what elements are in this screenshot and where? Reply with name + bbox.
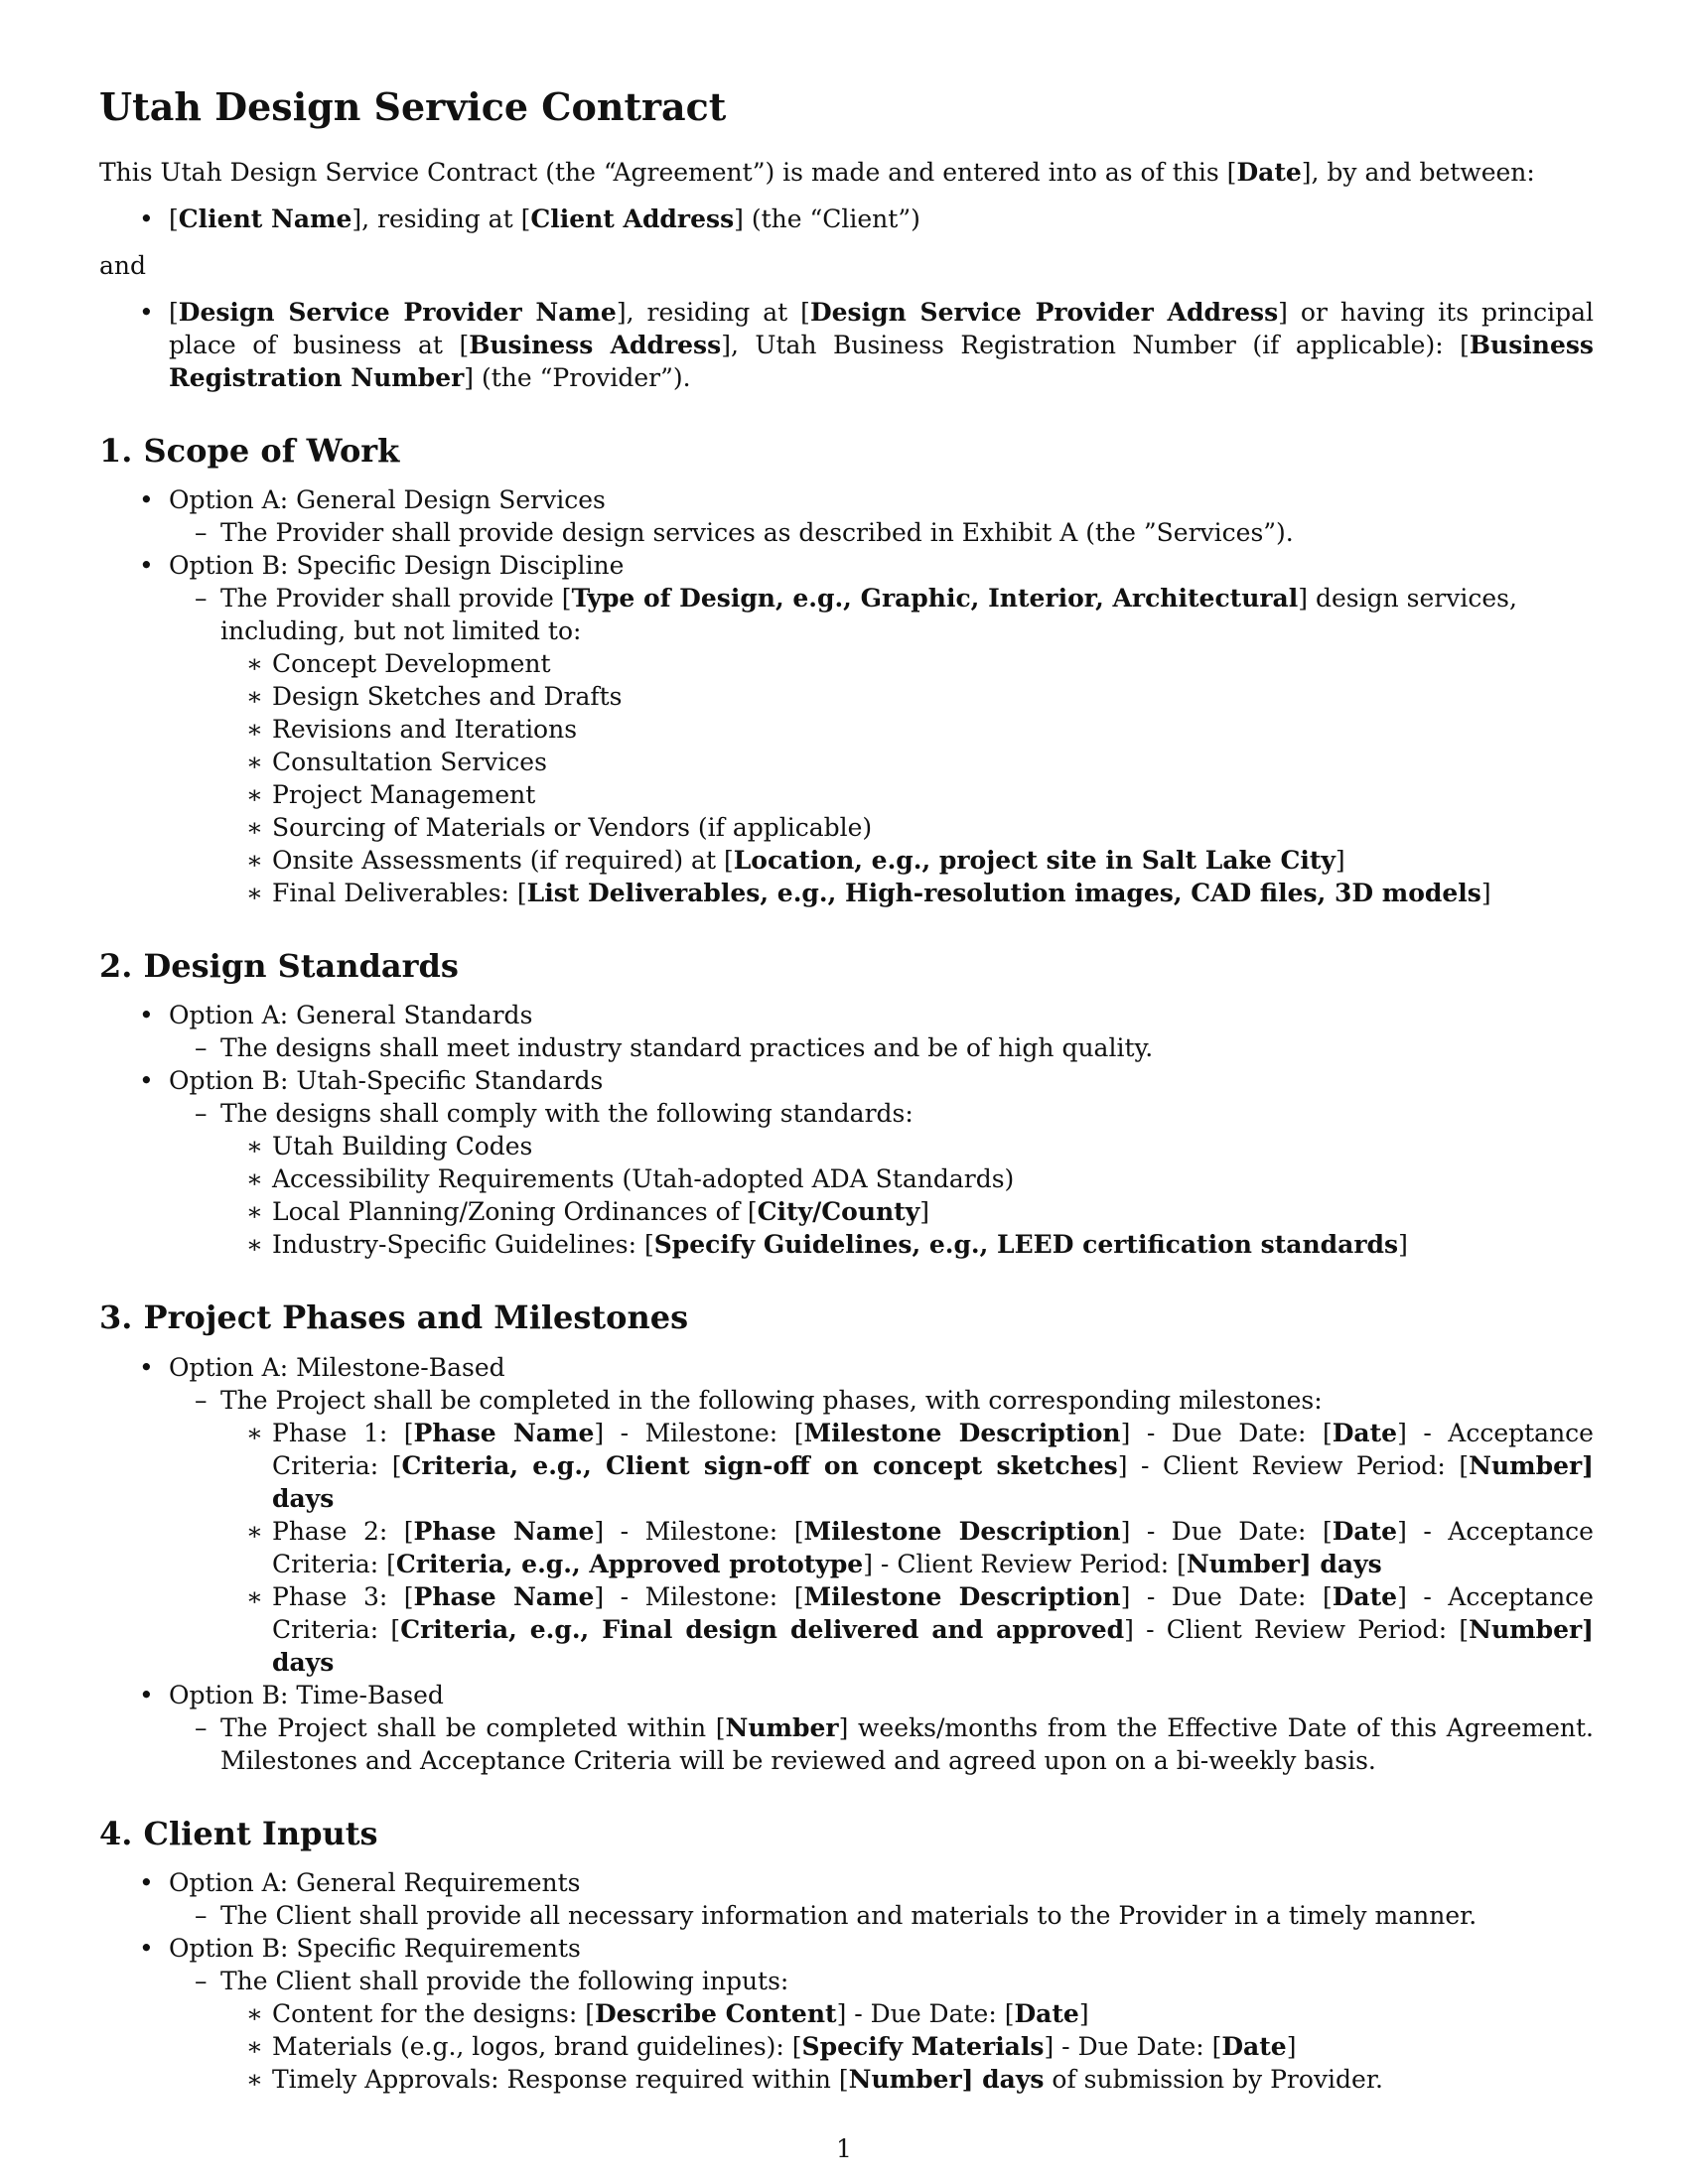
list-item: ∗ Final Deliverables: [List Deliverables, e.g., High-resolution images, CAD files, 3D models]	[220, 877, 1594, 909]
contract-page	[99, 84, 1594, 2096]
phase-item: ∗ Phase 1: [Phase Name] - Milestone: [Milestone Description] - Due Date: [Date] - Acceptance Criteria: [Criteria, e.g., Client sign-off on concept sketches] - Client Review Period: [Number] days	[220, 1417, 1594, 1515]
standards-options	[99, 999, 1594, 1261]
phase-list	[220, 1417, 1594, 1679]
list-item: ∗ Utah Building Codes	[220, 1130, 1594, 1162]
scope-option-a: • Option A: General Design Services – The Provider shall provide design services as described in Exhibit A (the ”Services”).	[99, 483, 1594, 549]
list-item: ∗ Materials (e.g., logos, brand guidelines): [Specify Materials] - Due Date: [Date]	[220, 2030, 1594, 2063]
list-item: ∗ Local Planning/Zoning Ordinances of [City/County]	[220, 1195, 1594, 1228]
list-item: ∗ Timely Approvals: Response required within [Number] days of submission by Provider.	[220, 2063, 1594, 2096]
list-item: ∗ Content for the designs: [Describe Content] - Due Date: [Date]	[220, 1997, 1594, 2030]
list-item: ∗ Consultation Services	[220, 746, 1594, 778]
list-item: ∗ Sourcing of Materials or Vendors (if applicable)	[220, 811, 1594, 844]
inputs-option-a-text: – The Client shall provide all necessary information and materials to the Provider in a timely manner.	[169, 1899, 1594, 1932]
client-party: • [Client Name], residing at [Client Address] (the “Client”)	[99, 203, 1594, 235]
intro-paragraph: This Utah Design Service Contract (the “Agreement”) is made and entered into as of this [Date], by and between:	[99, 157, 1535, 187]
standards-option-a-text: – The designs shall meet industry standard practices and be of high quality.	[169, 1031, 1594, 1064]
phase-item: ∗ Phase 2: [Phase Name] - Milestone: [Milestone Description] - Due Date: [Date] - Acceptance Criteria: [Criteria, e.g., Approved prototype] - Client Review Period: [Number] days	[220, 1515, 1594, 1580]
scope-options	[99, 483, 1594, 909]
inputs-option-b: • Option B: Specific Requirements – The Client shall provide the following inputs: ∗ Content for the designs: [Describe Content] - Due Date: [Date] ∗ Materials (e.g., logos, brand guidelines): [Specify Materials] - Due Date: [Date] ∗ Timely Approvals: Response required within [Number] days of submission by Provider.	[99, 1932, 1594, 2096]
phases-option-a-text: – The Project shall be completed in the following phases, with corresponding milestones: ∗ Phase 1: [Phase Name] - Milestone: [Milestone Description] - Due Date: [Date] - Acceptance Criteria: [Criteria, e.g., Client sign-off on concept sketches] - Client Review Period: [Number] days ∗ Phase 2: [Phase Name] - Milestone: [Milestone Description] - Due Date: [Date] - Acceptance Criteria: [Criteria, e.g., Approved prototype] - Client Review Period: [Number] days ∗ Phase 3: [Phase Name] - Milestone: [Milestone Description] - Due Date: [Date] - Acceptance Criteria: [Criteria, e.g., Final design delivered and approved] - Client Review Period: [Number] days	[169, 1384, 1594, 1679]
phase-item: ∗ Phase 3: [Phase Name] - Milestone: [Milestone Description] - Due Date: [Date] - Acceptance Criteria: [Criteria, e.g., Final design delivered and approved] - Client Review Period: [Number] days	[220, 1580, 1594, 1679]
party-client-list	[99, 203, 1594, 235]
provider-party: • [Design Service Provider Name], residing at [Design Service Provider Address] or having its principal place of business at [Business Address], Utah Business Registration Number (if applicable): [Business Registration Number] (the “Provider”).	[99, 296, 1594, 394]
phases-option-b-text: – The Project shall be completed within [Number] weeks/months from the Effective Date of this Agreement. Milestones and Acceptance Criteria will be reviewed and agreed upon on a bi-weekly basis.	[169, 1711, 1594, 1777]
section-heading-client-inputs: 4. Client Inputs	[99, 1814, 378, 1852]
phases-option-b: • Option B: Time-Based – The Project shall be completed within [Number] weeks/months from the Effective Date of this Agreement. Milestones and Acceptance Criteria will be reviewed and agreed upon on a bi-weekly basis.	[99, 1679, 1594, 1777]
scope-option-b-text: – The Provider shall provide [Type of Design, e.g., Graphic, Interior, Architectural] design services, including, but not limited to: ∗ Concept Development ∗ Design Sketches and Drafts ∗ Revisions and Iterations ∗ Consultation Services ∗ Project Management ∗ Sourcing of Materials or Vendors (if applicable) ∗ Onsite Assessments (if required) at [Location, e.g., project site in Salt Lake City] ∗ Final Deliverables: [List Deliverables, e.g., High-resolution images, CAD files, 3D models]	[169, 582, 1594, 909]
list-item: ∗ Concept Development	[220, 647, 1594, 680]
page-number: 1	[836, 2134, 852, 2163]
scope-option-a-text: – The Provider shall provide design services as described in Exhibit A (the ”Services”).	[169, 516, 1594, 549]
scope-service-list	[220, 647, 1594, 909]
inputs-list	[220, 1997, 1594, 2096]
list-item: ∗ Project Management	[220, 778, 1594, 811]
inputs-options	[99, 1866, 1594, 2096]
list-item: ∗ Accessibility Requirements (Utah-adopted ADA Standards)	[220, 1162, 1594, 1195]
standards-option-b-text: – The designs shall comply with the following standards: ∗ Utah Building Codes ∗ Accessibility Requirements (Utah-adopted ADA Standards) ∗ Local Planning/Zoning Ordinances of [City/County] ∗ Industry-Specific Guidelines: [Specify Guidelines, e.g., LEED certification standards]	[169, 1097, 1594, 1261]
party-provider-list	[99, 296, 1594, 394]
standards-option-b: • Option B: Utah-Specific Standards – The designs shall comply with the following standards: ∗ Utah Building Codes ∗ Accessibility Requirements (Utah-adopted ADA Standards) ∗ Local Planning/Zoning Ordinances of [City/County] ∗ Industry-Specific Guidelines: [Specify Guidelines, e.g., LEED certification standards]	[99, 1064, 1594, 1261]
inputs-option-b-text: – The Client shall provide the following inputs: ∗ Content for the designs: [Describe Content] - Due Date: [Date] ∗ Materials (e.g., logos, brand guidelines): [Specify Materials] - Due Date: [Date] ∗ Timely Approvals: Response required within [Number] days of submission by Provider.	[169, 1965, 1594, 2096]
section-heading-standards: 2. Design Standards	[99, 946, 459, 985]
standards-option-a: • Option A: General Standards – The designs shall meet industry standard practices and be of high quality.	[99, 999, 1594, 1064]
document-title: Utah Design Service Contract	[99, 84, 727, 129]
section-heading-scope: 1. Scope of Work	[99, 431, 400, 470]
and-text: and	[99, 250, 147, 280]
inputs-option-a: • Option A: General Requirements – The Client shall provide all necessary information and materials to the Provider in a timely manner.	[99, 1866, 1594, 1932]
section-heading-phases: 3. Project Phases and Milestones	[99, 1298, 689, 1337]
list-item: ∗ Onsite Assessments (if required) at [Location, e.g., project site in Salt Lake City]	[220, 844, 1594, 877]
phases-option-a: • Option A: Milestone-Based – The Project shall be completed in the following phases, with corresponding milestones: ∗ Phase 1: [Phase Name] - Milestone: [Milestone Description] - Due Date: [Date] - Acceptance Criteria: [Criteria, e.g., Client sign-off on concept sketches] - Client Review Period: [Number] days ∗ Phase 2: [Phase Name] - Milestone: [Milestone Description] - Due Date: [Date] - Acceptance Criteria: [Criteria, e.g., Approved prototype] - Client Review Period: [Number] days ∗ Phase 3: [Phase Name] - Milestone: [Milestone Description] - Due Date: [Date] - Acceptance Criteria: [Criteria, e.g., Final design delivered and approved] - Client Review Period: [Number] days	[99, 1351, 1594, 1679]
scope-option-b: • Option B: Specific Design Discipline – The Provider shall provide [Type of Design, e.g., Graphic, Interior, Architectural] design services, including, but not limited to: ∗ Concept Development ∗ Design Sketches and Drafts ∗ Revisions and Iterations ∗ Consultation Services ∗ Project Management ∗ Sourcing of Materials or Vendors (if applicable) ∗ Onsite Assessments (if required) at [Location, e.g., project site in Salt Lake City] ∗ Final Deliverables: [List Deliverables, e.g., High-resolution images, CAD files, 3D models]	[99, 549, 1594, 909]
standards-list	[220, 1130, 1594, 1261]
list-item: ∗ Design Sketches and Drafts	[220, 680, 1594, 713]
list-item: ∗ Revisions and Iterations	[220, 713, 1594, 746]
list-item: ∗ Industry-Specific Guidelines: [Specify Guidelines, e.g., LEED certification standards]	[220, 1228, 1594, 1261]
phases-options	[99, 1351, 1594, 1777]
